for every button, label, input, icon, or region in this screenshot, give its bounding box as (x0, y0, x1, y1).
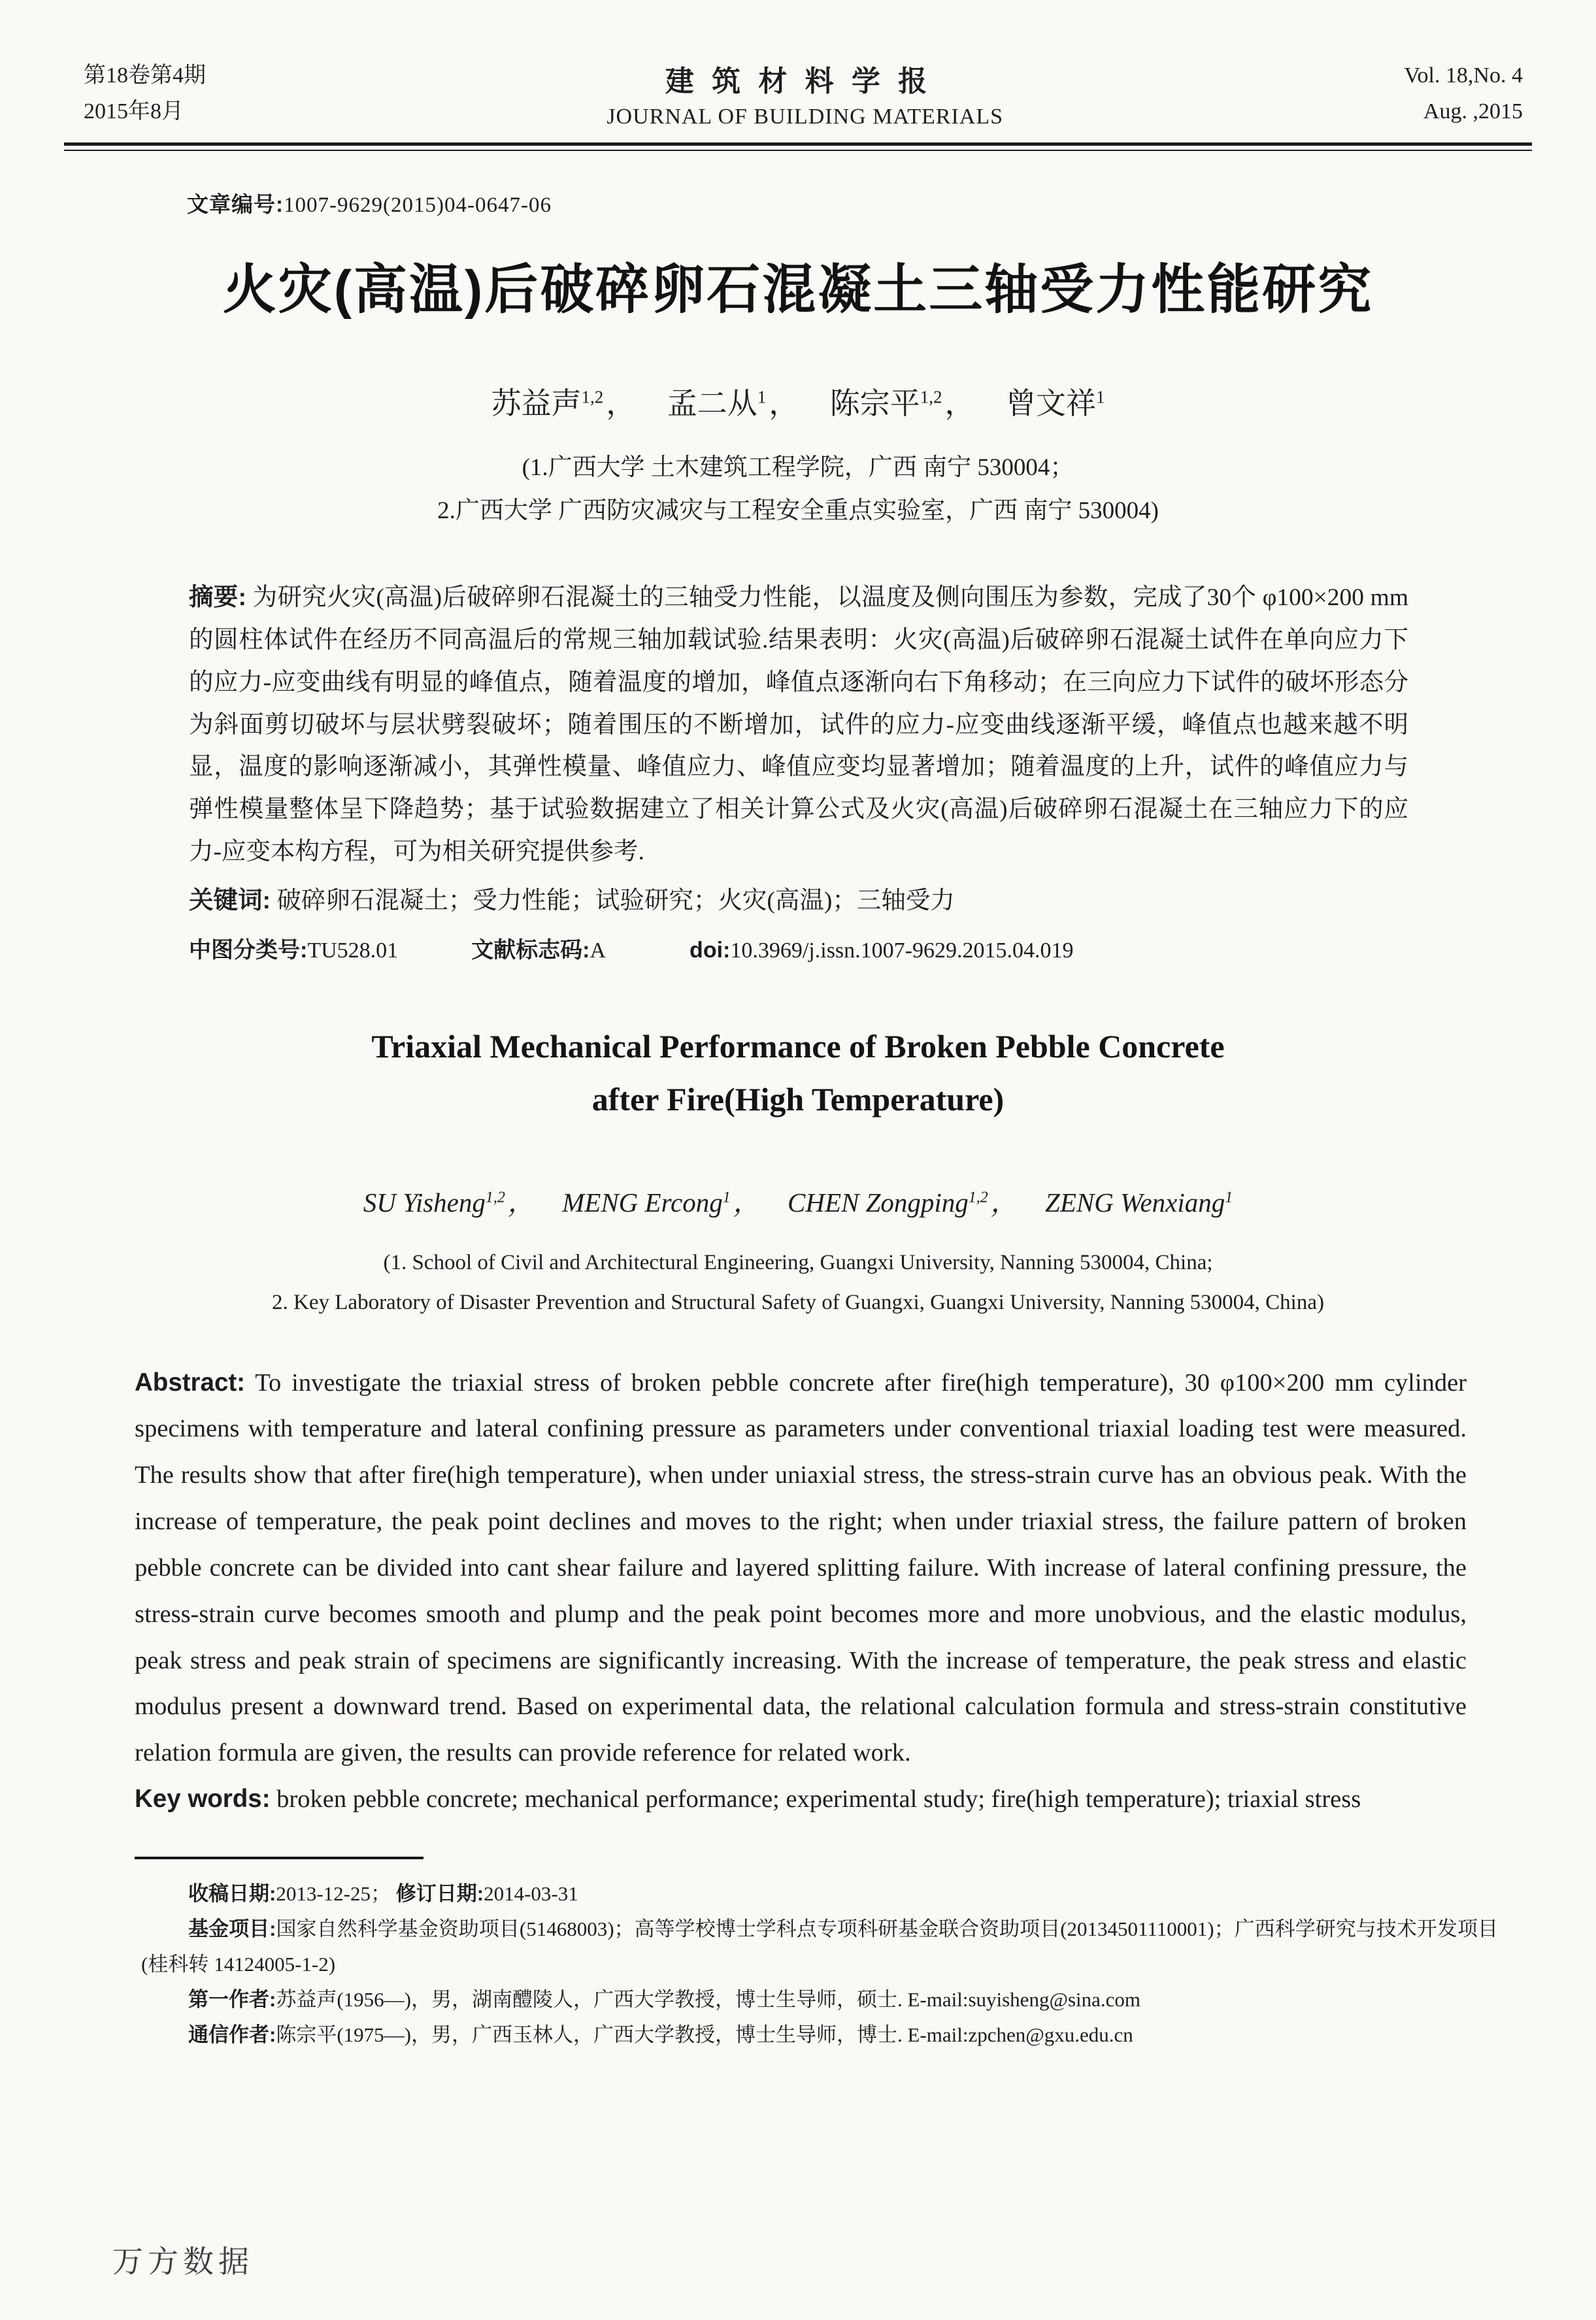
author-superscript: 1,2 (485, 1189, 505, 1206)
author-separator: ， (990, 1187, 1018, 1218)
revised-date-value: 2014-03-31 (484, 1881, 578, 1905)
footnote-fund (141, 1912, 1498, 1982)
article-number-label: 文章编号: (187, 192, 284, 217)
author-separator: ， (733, 1187, 760, 1218)
article-number-line (187, 188, 1596, 218)
journal-title-en: JOURNAL OF BUILDING MATERIALS (607, 105, 1003, 129)
affiliations-en (0, 1243, 1596, 1323)
journal-title-cn: 建筑材料学报 (665, 65, 945, 97)
author-name: CHEN Zongping (787, 1187, 969, 1218)
author-name: 曾文祥 (1006, 387, 1096, 421)
author-name: 苏益声 (491, 387, 582, 421)
abstract-label-en: Abstract: (135, 1368, 246, 1397)
author-en (562, 1187, 760, 1218)
abstract-cn-block (189, 576, 1408, 923)
journal-title-block (607, 58, 1003, 129)
doi-label: doi: (690, 937, 731, 963)
fund-label: 基金项目: (188, 1917, 276, 1940)
classification-line (189, 932, 1408, 964)
volume-issue-en: Vol. 18,No. 4 (1404, 63, 1523, 88)
author-name: 陈宗平 (829, 387, 920, 421)
journal-volume-issue-en (1404, 58, 1523, 129)
journal-volume-issue-cn (84, 58, 206, 129)
author-separator: ， (507, 1187, 535, 1218)
author-superscript: 1 (1225, 1189, 1233, 1206)
issue-date-cn: 2015年8月 (84, 99, 184, 124)
received-date-value: 2013-12-25； (276, 1881, 391, 1905)
author-cn (491, 387, 637, 420)
paper-title-en-line1: Triaxial Mechanical Performance of Broken Pebble Concrete (371, 1027, 1225, 1065)
author-superscript: 1,2 (920, 387, 942, 407)
abstract-cn (189, 576, 1408, 874)
author-name: 孟二从 (667, 387, 757, 421)
affiliation-cn-line: 2.广西大学 广西防灾减灾与工程安全重点实验室，广西 南宁 530004) (437, 497, 1159, 525)
author-name: MENG Ercong (562, 1187, 723, 1218)
author-superscript: 1,2 (581, 387, 604, 407)
footnote-received (141, 1876, 1498, 1912)
keywords-en (135, 1776, 1467, 1823)
footnote-divider (135, 1857, 424, 1859)
document-code (471, 932, 606, 964)
document-code-label: 文献标志码: (471, 937, 590, 963)
wanfang-watermark: 万方数据 (112, 2245, 254, 2279)
author-superscript: 1 (1096, 387, 1105, 407)
affiliation-en-line: 2. Key Laboratory of Disaster Prevention and Structural Safety of Guangxi, Guangxi University, Nanning 530004, China) (272, 1291, 1324, 1315)
author-name: ZENG Wenxiang (1045, 1187, 1225, 1218)
fund-value: 国家自然科学基金资助项目(51468003)；高等学校博士学科点专项科研基金联合资助项目(20134501110001)；广西科学研究与技术开发项目(桂科转 14124005-1-2) (141, 1917, 1498, 1976)
paper-title-en (0, 1020, 1596, 1126)
footnote-first-author (141, 1982, 1498, 2017)
paper-title-cn: 火灾(高温)后破碎卵石混凝土三轴受力性能研究 (222, 260, 1374, 320)
authors-en (0, 1181, 1596, 1219)
article-number-value: 1007-9629(2015)04-0647-06 (284, 193, 552, 218)
doi (690, 938, 1073, 963)
author-cn (667, 387, 799, 420)
clc-label: 中图分类号: (189, 937, 308, 963)
author-superscript: 1 (757, 387, 767, 407)
authors-cn (0, 380, 1596, 423)
author-separator: ， (944, 387, 975, 421)
keywords-label-en: Key words: (135, 1785, 271, 1814)
author-en (363, 1187, 535, 1218)
first-author-value: 苏益声(1956—)，男，湖南醴陵人，广西大学教授，博士生导师，硕士. E-mail:suyisheng@sina.com (276, 1987, 1141, 2011)
author-en (788, 1187, 1018, 1218)
abstract-en (135, 1360, 1467, 1776)
issue-date-en: Aug. ,2015 (1423, 99, 1523, 124)
author-superscript: 1,2 (968, 1189, 988, 1206)
clc-number (189, 932, 398, 964)
abstract-text-en: To investigate the triaxial stress of broken pebble concrete after fire(high temperature), 30 φ100×200 mm cylinder specimens with temperature and lateral confining pressure as parameters under conventional triaxial loading test were measured. The results show that after fire(high temperature), when under uniaxial stress, the stress-strain curve has an obvious peak. With the increase of temperature, the peak point declines and moves to the right; when under triaxial stress, the failure pattern of broken pebble concrete can be divided into cant shear failure and layered splitting failure. With increase of lateral confining pressure, the stress-strain curve becomes smooth and plump and the peak point becomes more and more unobvious, and the elastic modulus, peak stress and peak strain of specimens are significantly increasing. With the increase of temperature, the peak stress and elastic modulus present a downward trend. Based on experimental data, the relational calculation formula and stress-strain constitutive relation formula are given, the results can provide reference for related work. (135, 1368, 1467, 1767)
corresponding-author-value: 陈宗平(1975—)，男，广西玉林人，广西大学教授，博士生导师，博士. E-mail:zpchen@gxu.edu.cn (276, 2023, 1133, 2046)
paper-title-en-line2: after Fire(High Temperature) (591, 1080, 1005, 1118)
abstract-label-cn: 摘要: (189, 582, 246, 610)
affiliations-cn (0, 446, 1596, 533)
first-author-label: 第一作者: (188, 1987, 276, 2011)
affiliation-cn-line: (1.广西大学 土木建筑工程学院，广西 南宁 530004； (522, 454, 1074, 482)
corresponding-author-label: 通信作者: (188, 2023, 276, 2046)
volume-issue-cn: 第18卷第4期 (84, 63, 206, 88)
header-divider (64, 142, 1532, 151)
keywords-label-cn: 关键词: (189, 886, 271, 914)
affiliation-en-line: (1. School of Civil and Architectural Engineering, Guangxi University, Nanning 530004, China; (383, 1250, 1213, 1274)
received-date-label: 收稿日期: (188, 1881, 276, 1905)
author-separator: ， (769, 387, 799, 421)
author-cn (830, 387, 975, 420)
clc-value: TU528.01 (307, 938, 399, 963)
author-cn (1006, 387, 1105, 420)
author-name: SU Yisheng (363, 1187, 486, 1218)
abstract-en-block (135, 1360, 1467, 1823)
keywords-text-cn: 破碎卵石混凝土；受力性能；试验研究；火灾(高温)；三轴受力 (276, 887, 955, 914)
revised-date-label: 修订日期: (395, 1881, 484, 1905)
document-code-value: A (590, 938, 607, 963)
abstract-text-cn: 为研究火灾(高温)后破碎卵石混凝土的三轴受力性能，以温度及侧向围压为参数，完成了30个 φ100×200 mm 的圆柱体试件在经历不同高温后的常规三轴加载试验.结果表明：火灾(高温)后破碎卵石混凝土试件在单向应力下的应力-应变曲线有明显的峰值点，随着温度的增加，峰值点逐渐向右下角移动；在三向应力下试件的破坏形态分为斜面剪切破坏与层状劈裂破坏；随着围压的不断增加，试件的应力-应变曲线逐渐平缓，峰值点也越来越不明显，温度的影响逐渐减小，其弹性模量、峰值应力、峰值应变均显著增加；随着温度的上升，试件的峰值应力与弹性模量整体呈下降趋势；基于试验数据建立了相关计算公式及火灾(高温)后破碎卵石混凝土在三轴应力下的应力-应变本构方程，可为相关研究提供参考. (189, 584, 1409, 866)
author-separator: ， (606, 387, 637, 421)
author-superscript: 1 (722, 1189, 731, 1206)
footnotes (141, 1876, 1498, 2053)
author-en (1045, 1187, 1233, 1218)
keywords-cn (189, 879, 1408, 923)
footnote-corresponding-author (141, 2017, 1498, 2053)
doi-value: 10.3969/j.issn.1007-9629.2015.04.019 (730, 938, 1074, 963)
keywords-text-en: broken pebble concrete; mechanical performance; experimental study; fire(high temperature); triaxial stress (276, 1785, 1361, 1814)
journal-header (0, 0, 1596, 129)
